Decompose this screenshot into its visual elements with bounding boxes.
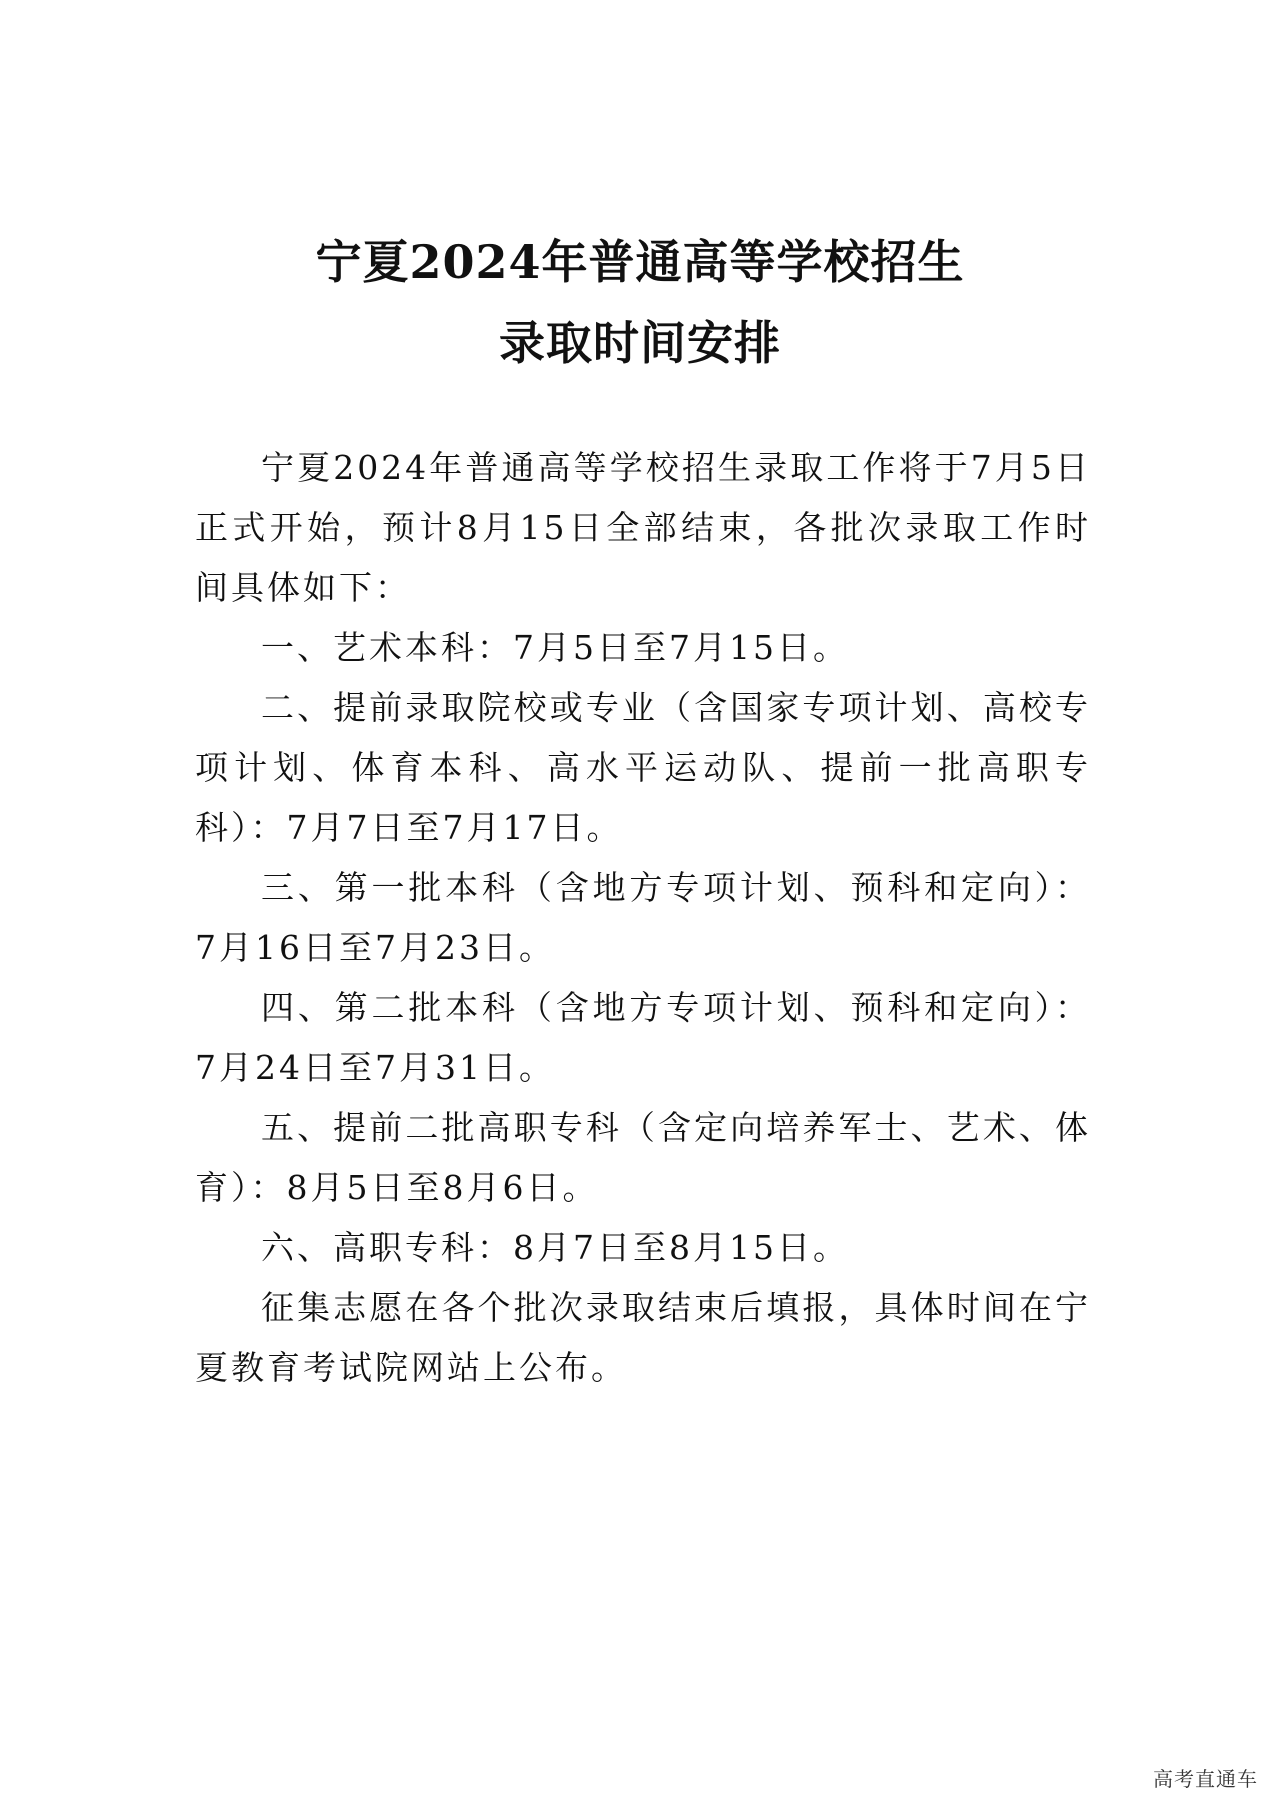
supplementary-application-note: 征集志愿在各个批次录取结束后填报，具体时间在宁夏教育考试院网站上公布。 [195,1288,1091,1387]
watermark-text: 高考直通车 [1153,1767,1258,1791]
schedule-item-early-second-vocational: 五、提前二批高职专科（含定向培养军士、艺术、体育）：8月5日至8月6日。 [195,1108,1091,1207]
schedule-item-art-undergraduate: 一、艺术本科：7月5日至7月15日。 [261,628,849,667]
schedule-item-first-batch: 三、第一批本科（含地方专项计划、预科和定向）：7月16日至7月23日。 [195,868,1091,967]
intro-paragraph: 宁夏2024年普通高等学校招生录取工作将于7月5日正式开始，预计8月15日全部结束，各批次录取工作时间具体如下： [195,448,1091,607]
document-title-line-1: 宁夏2024年普通高等学校招生 [315,235,965,289]
schedule-item-vocational: 六、高职专科：8月7日至8月15日。 [261,1228,849,1267]
schedule-item-second-batch: 四、第二批本科（含地方专项计划、预科和定向）：7月24日至7月31日。 [195,988,1091,1087]
schedule-item-early-admission: 二、提前录取院校或专业（含国家专项计划、高校专项计划、体育本科、高水平运动队、提前一批高职专科）：7月7日至7月17日。 [195,688,1091,847]
document-body [195,438,1091,1398]
document-title-line-2: 录取时间安排 [499,316,781,370]
